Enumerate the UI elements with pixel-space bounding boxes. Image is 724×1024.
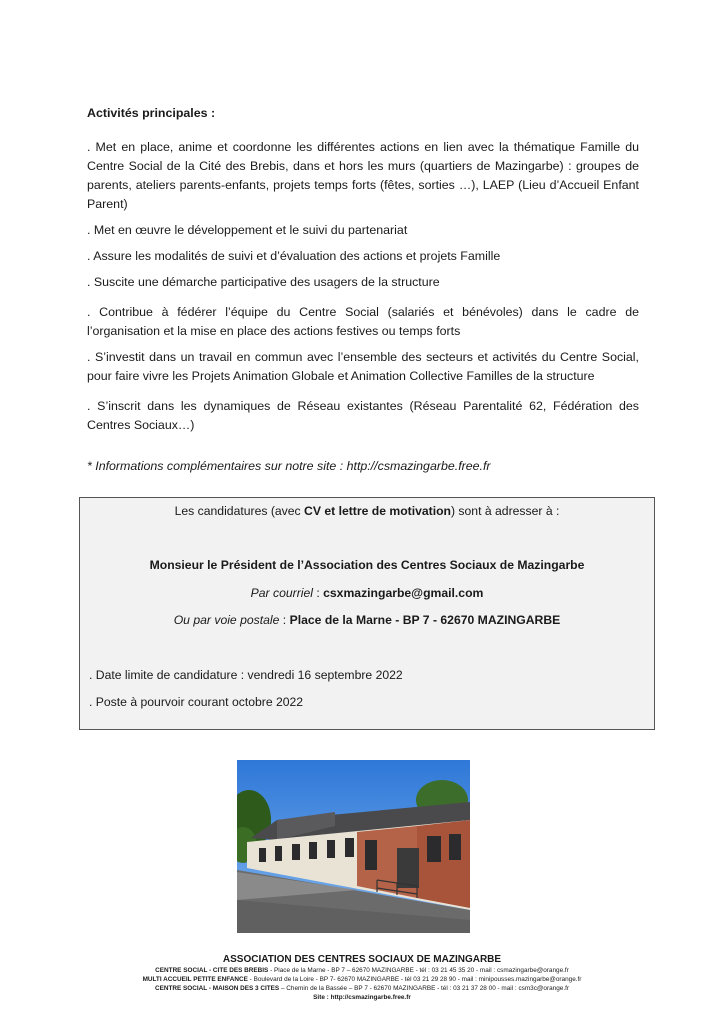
footer-line: CENTRE SOCIAL - MAISON DES 3 CITES – Chemin de la Bassée – BP 7 - 62670 MAZINGARBE - tél : 03 21 37 28 00 - mail : csm3c@orange.fr xyxy=(155,985,569,992)
activity-item: . Contribue à fédérer l’équipe du Centre Social (salariés et bénévoles) dans le cadre de l’organisation et la mise en place des actions festives ou temps forts xyxy=(87,305,639,338)
activity-item: . Met en œuvre le développement et le suivi du partenariat xyxy=(87,223,408,237)
start-date: . Poste à pourvoir courant octobre 2022 xyxy=(89,695,304,709)
footer-line: CENTRE SOCIAL - CITE DES BREBIS - Place de la Marne - BP 7 – 62670 MAZINGARBE - tél : 03 21 45 35 20 - mail : csmazingarbe@orange.fr xyxy=(155,967,569,974)
activity-item: . Suscite une démarche participative des usagers de la structure xyxy=(87,275,440,289)
footer-line: MULTI ACCUEIL PETITE ENFANCE - Boulevard de la Loire - BP 7- 62670 MAZINGARBE - tél 03 21 29 28 90 - mail : minipousses.mazingarbe@orange.fr xyxy=(142,976,582,983)
email-line: Par courriel : csxmazingarbe@gmail.com xyxy=(250,586,484,600)
activity-item: . S’investit dans un travail en commun avec l’ensemble des secteurs et activités du Centre Social, pour faire vivre les Projets Animation Globale et Animation Collective Familles de la structure xyxy=(87,350,639,383)
cv-letter-text: CV et lettre de motivation xyxy=(304,504,451,518)
application-box xyxy=(79,497,655,730)
site-link[interactable]: http://csmazingarbe.free.fr xyxy=(330,994,411,1001)
email-address[interactable]: csxmazingarbe@gmail.com xyxy=(323,586,484,600)
activity-item: . Assure les modalités de suivi et d’évaluation des actions et projets Famille xyxy=(87,249,501,263)
application-intro: Les candidatures (avec CV et lettre de motivation) sont à adresser à : xyxy=(174,504,560,518)
info-note: * Informations complémentaires sur notre site : http://csmazingarbe.free.fr xyxy=(87,459,491,473)
postal-line: Ou par voie postale : Place de la Marne - BP 7 - 62670 MAZINGARBE xyxy=(173,613,561,627)
activity-item: . S’inscrit dans les dynamiques de Réseau existantes (Réseau Parentalité 62, Fédération des Centres Sociaux…) xyxy=(87,399,639,432)
activities-heading: Activités principales : xyxy=(87,106,216,120)
deadline: . Date limite de candidature : vendredi 16 septembre 2022 xyxy=(89,668,403,682)
recipient: Monsieur le Président de l’Association des Centres Sociaux de Mazingarbe xyxy=(149,558,585,572)
postal-address: Place de la Marne - BP 7 - 62670 MAZINGARBE xyxy=(289,613,561,627)
footer xyxy=(0,954,724,1002)
building-photo xyxy=(237,760,470,933)
activity-item: . Met en place, anime et coordonne les différentes actions en lien avec la thématique Famille du Centre Social de la Cité des Brebis, dans et hors les murs (quartiers de Mazingarbe) : groupes de parents, ateliers parents-enfants, projets temps forts (fêtes, sorties …), LAEP (Lieu d’Accueil Enfant Parent) xyxy=(87,140,639,211)
footer-title: ASSOCIATION DES CENTRES SOCIAUX DE MAZINGARBE xyxy=(222,954,502,965)
footer-site: Site : http://csmazingarbe.free.fr xyxy=(313,994,411,1001)
activities-section xyxy=(87,104,639,488)
